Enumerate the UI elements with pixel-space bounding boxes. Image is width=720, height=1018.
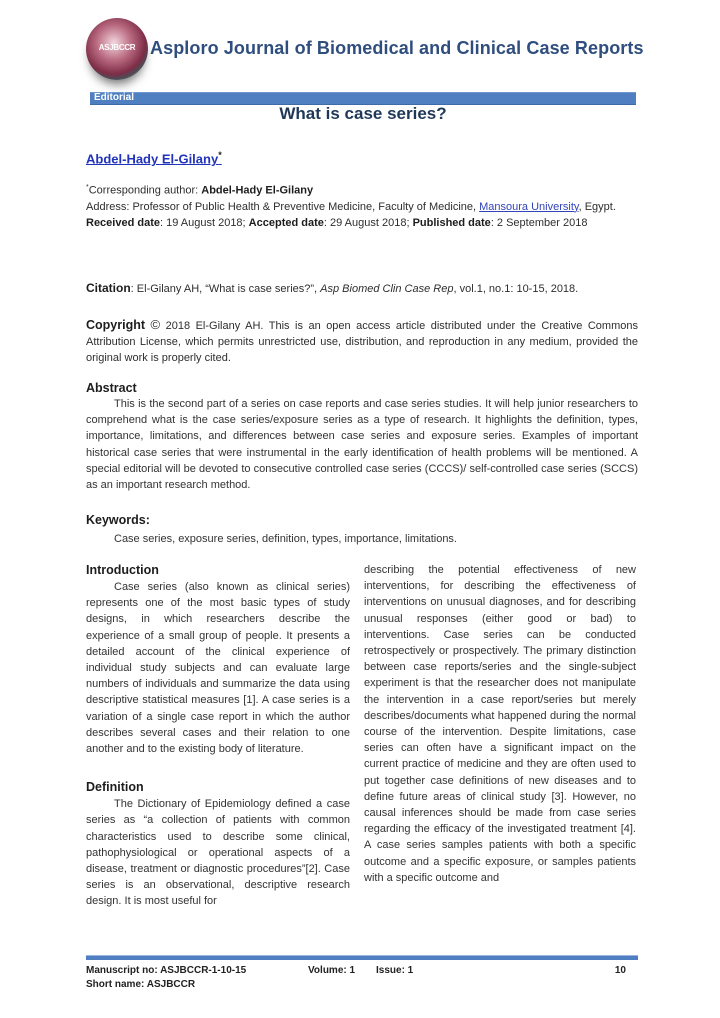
footer-divider bbox=[86, 955, 638, 960]
article-type-label: Editorial bbox=[94, 92, 135, 103]
corresponding-label: Corresponding author: bbox=[88, 184, 202, 197]
right-column-text: describing the potential effectiveness of new interventions, for describing the effectiveness of interventions on unusual diagnoses, and for describing unusual responses (either good or bad) to interventions. Case series can be conducted retrospectively or prospectively. The primary distinction between case reports/series and the single-subject experiment is that the researcher does not manipulate the intervention in a case report/series but merely describes/documents what happened during the normal course of the intervention. Despite limitations, case series can often have a significant impact on the current practice of medicine and they are often used to put together case definitions of new diseases and to define future areas of clinical study [3]. However, no causal inferences should be made from case series regarding the efficacy of the investigated treatment [4]. A case series samples patients with both a specific outcome and a specific exposure, or samples patients with a specific outcome and bbox=[364, 564, 636, 884]
address-suffix: , Egypt. bbox=[578, 200, 616, 213]
published-value: : 2 September 2018 bbox=[490, 216, 588, 229]
journal-title: Asploro Journal of Biomedical and Clinical Case Reports bbox=[150, 38, 644, 58]
abstract-heading: Abstract bbox=[86, 381, 137, 395]
citation bbox=[86, 281, 638, 295]
issue: Issue: 1 bbox=[376, 965, 414, 976]
accepted-value: : 29 August 2018; bbox=[323, 216, 413, 229]
keywords-heading: Keywords: bbox=[86, 513, 150, 527]
definition-text: The Dictionary of Epidemiology defined a case series as “a collection of patients with common characteristics used to describe some clinical, pathophysiological or operational aspects of a disease, treatment or diagnostic procedures”[2]. Case series is an observational, descriptive research design. It is most useful for bbox=[86, 798, 350, 908]
author-link[interactable] bbox=[86, 150, 222, 166]
citation-label: Citation bbox=[86, 281, 131, 295]
journal-logo-icon bbox=[86, 18, 148, 80]
corresponding-author-line bbox=[86, 180, 638, 199]
address-line bbox=[86, 199, 638, 215]
university-link[interactable]: Mansoura University bbox=[479, 200, 579, 213]
accepted-label: Accepted date bbox=[248, 216, 324, 229]
author-name[interactable]: Abdel-Hady El-Gilany bbox=[86, 151, 219, 167]
article-meta bbox=[86, 180, 638, 231]
left-column bbox=[86, 562, 350, 910]
abstract-text: This is the second part of a series on case reports and case series studies. It will help junior researchers to comprehend what is the case series/exposure series as a type of research. It highlights the definition, types, importance, limitations, and differences between case series and exposure series. Examples of important historical case series that were instrumental in the early identification of health problems will be mentioned. A special editorial will be devoted to consecutive controlled case series (CCCS)/ self-controlled case series (SCCS) as an important research method. bbox=[86, 398, 638, 492]
citation-details: , vol.1, no.1: 10-15, 2018. bbox=[453, 283, 579, 295]
received-label: Received date bbox=[86, 216, 160, 229]
abstract-section bbox=[86, 380, 638, 493]
definition-heading: Definition bbox=[86, 780, 144, 795]
keywords-section bbox=[86, 512, 638, 547]
corresponding-name: Abdel-Hady El-Gilany bbox=[201, 184, 314, 197]
journal-masthead bbox=[86, 12, 646, 92]
volume: Volume: 1 bbox=[308, 965, 356, 976]
published-label: Published date bbox=[412, 216, 491, 229]
address-text: Address: Professor of Public Health & Preventive Medicine, Faculty of Medicine, bbox=[86, 200, 480, 213]
author-marker: * bbox=[218, 150, 222, 160]
dates-line bbox=[86, 215, 638, 231]
citation-text: : El-Gilany AH, “What is case series?”, bbox=[130, 283, 321, 295]
copyright bbox=[86, 317, 638, 366]
citation-journal: Asp Biomed Clin Case Rep bbox=[320, 283, 454, 295]
manuscript-number: Manuscript no: ASJBCCR-1-10-15 bbox=[86, 965, 247, 976]
keywords-text: Case series, exposure series, definition, types, importance, limitations. bbox=[114, 533, 457, 545]
copyright-text: 2018 El-Gilany AH. This is an open access article distributed under the Creative Commons Attribution License, which permits unrestricted use, distribution, and reproduction in any medium, provided the original work is properly cited. bbox=[86, 320, 638, 364]
short-name: Short name: ASJBCCR bbox=[86, 979, 196, 990]
article-title: What is case series? bbox=[279, 104, 447, 123]
copyright-symbol: © bbox=[150, 317, 161, 332]
copyright-label: Copyright bbox=[86, 318, 146, 332]
right-column bbox=[364, 562, 636, 886]
logo-text: ASJBCCR bbox=[98, 43, 136, 52]
page-number: 10 bbox=[614, 965, 626, 976]
introduction-text: Case series (also known as clinical series) represents one of the most basic types of study designs, in which researchers describe the experience of a small group of people. It presents a detailed account of the clinical experience of individual study subjects and can evaluate large numbers of individuals and summarize the data using descriptive statistical measures [1]. A case series is a variation of a single case report in which the author describes several cases and their relation to one another and to the existing body of literature. bbox=[86, 581, 350, 756]
received-value: : 19 August 2018; bbox=[159, 216, 249, 229]
introduction-heading: Introduction bbox=[86, 563, 159, 577]
corresponding-marker: * bbox=[86, 184, 89, 191]
